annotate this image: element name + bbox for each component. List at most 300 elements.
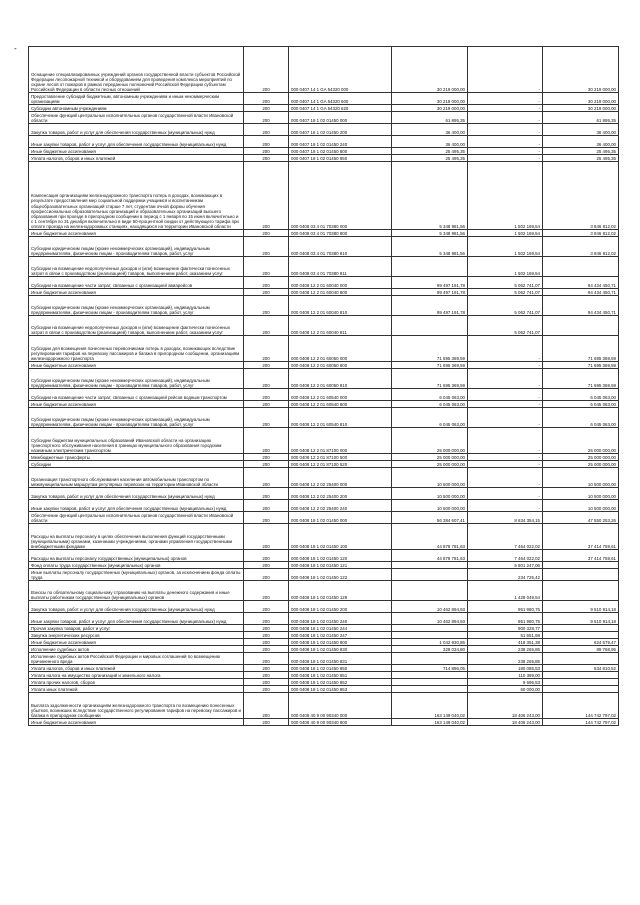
row-unexecuted-cell [543,632,619,639]
table-row [29,277,619,289]
row-code-cell: 200 [244,428,289,454]
row-approved-cell: 10 462 894,93 [392,613,468,625]
row-approved-cell: 163 149 040,02 [392,719,468,726]
row-name-cell: Уплата прочих налогов, сборов [29,679,244,686]
row-kbk-cell: 000 0408 18 1 02 01450 850 [289,665,392,672]
row-approved-cell [392,316,468,336]
row-approved-cell: 714 896,05 [392,665,468,672]
row-executed-cell: 7 464 022,02 [468,550,543,562]
row-approved-cell [392,686,468,693]
row-kbk-cell: 000 0408 03 4 01 70380 800 [289,230,392,237]
row-executed-cell: 5 801 247,06 [468,562,543,569]
table-row [29,693,619,719]
table-row [29,316,619,336]
table-row [29,230,619,237]
row-code-cell: 200 [244,369,289,389]
row-kbk-cell: 000 0408 12 2 01 87100 000 [289,428,392,454]
row-name-cell: Иные бюджетные ассигнования [29,362,244,369]
row-unexecuted-cell [543,569,619,581]
row-name-cell: Уплата налога на имущество организаций и земельного налога [29,672,244,679]
row-kbk-cell: 000 0408 18 1 02 01450 853 [289,686,392,693]
row-approved-cell: 44 878 781,63 [392,550,468,562]
row-approved-cell: 10 500 000,00 [392,468,468,488]
row-unexecuted-cell: 94 434 450,71 [543,277,619,289]
row-code-cell: 200 [244,665,289,672]
row-approved-cell: 25 000 000,00 [392,428,468,454]
table-row [29,148,619,155]
row-name-cell: Прочая закупка товаров, работ и услуг [29,625,244,632]
row-executed-cell: - [468,500,543,512]
row-code-cell: 200 [244,277,289,289]
table-row [29,362,619,369]
row-name-cell: Субсидии на возмещение части затрат, связанных с организацией авиарейсов [29,277,244,289]
row-executed-cell: - [468,155,543,162]
row-name-cell: Иные закупки товаров, работ и услуг для обеспечения государственных (муниципальных) нужд [29,136,244,148]
row-executed-cell: 9 696,53 [468,679,543,686]
row-name-cell: Иные бюджетные ассигнования [29,401,244,408]
row-executed-cell: 5 062 741,07 [468,289,543,296]
row-approved-cell [392,569,468,581]
row-executed-cell: 5 062 741,07 [468,316,543,336]
table-row [29,112,619,124]
row-unexecuted-cell: 30 219 000,00 [543,105,619,112]
table-row [29,581,619,601]
row-unexecuted-cell: 94 434 450,71 [543,296,619,316]
table-row [29,550,619,562]
row-executed-cell: - [468,362,543,369]
row-name-cell: Субсидии юридическим лицам (кроме некоммерческих организаций), индивидуальным предпринимателям, физическим лицам - производителям товаров, работ, услуг [29,296,244,316]
row-kbk-cell: 000 0407 14 1 GA 54320 620 [289,105,392,112]
row-unexecuted-cell: 30 219 000,00 [543,93,619,105]
row-executed-cell: - [468,389,543,401]
row-executed-cell: - [468,468,543,488]
table-row [29,454,619,461]
row-approved-cell [392,653,468,665]
table-row [29,428,619,454]
table-row [29,625,619,632]
row-code-cell: 200 [244,47,289,93]
row-kbk-cell: 000 0408 12 2 01 87100 520 [289,461,392,468]
row-executed-cell: 8 634 354,15 [468,512,543,524]
row-code-cell: 200 [244,454,289,461]
row-kbk-cell: 000 0407 14 1 GA 54320 000 [289,47,392,93]
row-code-cell: 200 [244,693,289,719]
row-name-cell: Субсидии юридическим лицам (кроме некоммерческих организаций), индивидуальным предпринимателям, физическим лицам - производителям товаров, работ, услуг [29,408,244,428]
row-executed-cell: 1 502 169,54 [468,257,543,277]
row-approved-cell: 6 045 063,00 [392,401,468,408]
row-kbk-cell: 000 0408 18 1 02 01450 831 [289,653,392,665]
row-name-cell: Исполнение судебных актов [29,646,244,653]
row-executed-cell: - [468,105,543,112]
row-approved-cell [392,581,468,601]
row-executed-cell: - [468,47,543,93]
row-code-cell: 200 [244,512,289,524]
row-executed-cell: 180 085,53 [468,665,543,672]
row-unexecuted-cell: 25 000 000,00 [543,461,619,468]
row-unexecuted-cell: 25 495,35 [543,155,619,162]
row-executed-cell: - [468,124,543,136]
row-approved-cell: 61 895,35 [392,112,468,124]
row-executed-cell: - [468,488,543,500]
row-name-cell: Субсидии [29,461,244,468]
row-kbk-cell: 000 0408 40 9 00 90340 800 [289,719,392,726]
row-unexecuted-cell [543,581,619,601]
table-row [29,524,619,550]
row-name-cell: Предоставление субсидий бюджетным, автономным учреждениям и иным некоммерческим организациям [29,93,244,105]
table-row [29,686,619,693]
row-approved-cell: 30 219 000,00 [392,93,468,105]
row-kbk-cell: 000 0408 40 9 00 90340 000 [289,693,392,719]
row-name-cell: Оснащение специализированных учреждений органов государственной власти субъектов Российской Федерации лесопожарной техникой и оборудованием для проведения комплекса мероприятий по охране лесов от пожаров в рамках переданных полномочий Российской Федерации субъектам Российской Федерации в области лесных отношений [29,47,244,93]
row-name-cell: Иные бюджетные ассигнования [29,639,244,646]
row-code-cell: 200 [244,646,289,653]
table-row [29,124,619,136]
row-name-cell: Субсидии юридическим лицам (кроме некоммерческих организаций), индивидуальным предпринимателям, физическим лицам - производителям товаров, работ, услуг [29,237,244,257]
row-kbk-cell: 000 0408 03 4 01 70380 810 [289,237,392,257]
row-kbk-cell: 000 0408 12 2 02 25400 240 [289,500,392,512]
row-unexecuted-cell: 25 000 000,00 [543,428,619,454]
row-approved-cell: 163 149 040,02 [392,693,468,719]
row-executed-cell: - [468,428,543,454]
row-unexecuted-cell: 144 742 797,02 [543,693,619,719]
row-code-cell: 200 [244,632,289,639]
row-name-cell: Субсидии автономным учреждениям [29,105,244,112]
row-unexecuted-cell: 71 695 369,59 [543,369,619,389]
row-name-cell: Закупка товаров, работ и услуг для обеспечения государственных (муниципальных) нужд [29,488,244,500]
row-unexecuted-cell [543,672,619,679]
table-row [29,468,619,488]
row-unexecuted-cell: 30 219 000,00 [543,47,619,93]
row-unexecuted-cell: 3 846 812,02 [543,237,619,257]
row-executed-cell: 418 351,38 [468,639,543,646]
row-name-cell: Субсидии на возмещение недополученных доходов и (или) возмещение фактически понесенных затрат в связи с производством (реализацией) товаров, выполнением работ, оказанием услуг [29,316,244,336]
table-row [29,105,619,112]
row-code-cell: 200 [244,500,289,512]
row-kbk-cell: 000 0408 18 1 02 01450 830 [289,646,392,653]
row-code-cell: 200 [244,230,289,237]
row-kbk-cell: 000 0408 18 1 02 01450 800 [289,639,392,646]
row-approved-cell: 71 695 369,59 [392,362,468,369]
row-executed-cell: 51 651,98 [468,632,543,639]
row-kbk-cell: 000 0407 18 1 02 01450 850 [289,155,392,162]
row-approved-cell [392,632,468,639]
table-row [29,289,619,296]
row-approved-cell: 99 497 191,78 [392,289,468,296]
row-unexecuted-cell: 25 000 000,00 [543,454,619,461]
row-code-cell: 200 [244,569,289,581]
row-unexecuted-cell: 25 495,35 [543,148,619,155]
row-code-cell: 200 [244,550,289,562]
row-kbk-cell: 000 0408 18 1 02 01450 122 [289,569,392,581]
row-name-cell: Выплата задолженности организациям железнодорожного транспорта по возмещению понесенных убытков, возникших вследствие государственного регулирования тарифов на перевозку пассажиров и багажа в пригородном сообщении [29,693,244,719]
row-name-cell: Уплата налогов, сборов и иных платежей [29,155,244,162]
row-name-cell: Субсидии бюджетам муниципальных образований Ивановской области на организацию транспортного обслуживания населения в границах муниципального образования городским наземным электрическим транспортом [29,428,244,454]
row-name-cell: Обеспечение функций центральных исполнительных органов государственной власти Ивановской области [29,112,244,124]
table-row [29,639,619,646]
row-executed-cell: 900 328,77 [468,625,543,632]
row-code-cell: 200 [244,468,289,488]
row-unexecuted-cell [543,679,619,686]
row-unexecuted-cell: 37 414 759,61 [543,524,619,550]
table-row [29,162,619,230]
row-unexecuted-cell [543,625,619,632]
row-unexecuted-cell: 10 500 000,00 [543,468,619,488]
row-kbk-cell: 000 0407 18 1 02 01450 200 [289,124,392,136]
row-executed-cell: 1 428 049,54 [468,581,543,601]
row-kbk-cell: 000 0408 12 2 01 87100 500 [289,454,392,461]
row-code-cell: 200 [244,316,289,336]
row-executed-cell: 7 464 022,02 [468,524,543,550]
row-kbk-cell: 000 0408 18 1 02 01450 244 [289,625,392,632]
row-approved-cell: 71 695 369,59 [392,336,468,362]
row-name-cell: Иные бюджетные ассигнования [29,289,244,296]
row-kbk-cell: 000 0408 12 2 01 60040 800 [289,289,392,296]
row-name-cell: Расходы на выплаты персоналу в целях обеспечения выполнения функций государственными (муниципальными) органами, казенными учреждениями, органами управления государственными внебюджетными фондами [29,524,244,550]
row-code-cell: 200 [244,581,289,601]
row-name-cell: Иные закупки товаров, работ и услуг для обеспечения государственных (муниципальных) нужд [29,613,244,625]
row-code-cell: 200 [244,148,289,155]
row-executed-cell: 5 062 741,07 [468,277,543,289]
row-code-cell: 200 [244,162,289,230]
row-name-cell: Организация транспортного обслуживания населения автомобильным транспортом по межмуниципальным маршрутам регулярных перевозок на территории Ивановской области [29,468,244,488]
row-kbk-cell: 000 0408 18 1 02 01450 121 [289,562,392,569]
row-name-cell: Субсидии на возмещение части затрат, связанных с организацией рейсов водным транспортом [29,389,244,401]
row-name-cell: Расходы на выплаты персоналу государственных (муниципальных) органов [29,550,244,562]
row-kbk-cell: 000 0408 12 2 02 25400 200 [289,488,392,500]
budget-table-body [29,47,619,726]
row-code-cell: 200 [244,124,289,136]
row-approved-cell: 30 219 000,00 [392,47,468,93]
row-code-cell: 200 [244,461,289,468]
row-kbk-cell: 000 0407 18 1 02 01450 800 [289,148,392,155]
row-approved-cell: 30 219 000,00 [392,105,468,112]
row-unexecuted-cell: 6 045 063,00 [543,401,619,408]
row-code-cell: 200 [244,653,289,665]
table-row [29,672,619,679]
row-approved-cell: 56 384 607,41 [392,512,468,524]
table-row [29,653,619,665]
row-kbk-cell: 000 0407 18 1 02 01450 000 [289,112,392,124]
row-kbk-cell: 000 0408 18 1 02 01450 129 [289,581,392,601]
row-code-cell: 200 [244,679,289,686]
row-approved-cell: 99 497 191,78 [392,296,468,316]
row-unexecuted-cell: 94 434 450,71 [543,289,619,296]
table-row [29,632,619,639]
row-unexecuted-cell: 624 579,47 [543,639,619,646]
row-code-cell: 200 [244,408,289,428]
row-executed-cell: 110 389,00 [468,672,543,679]
table-row [29,646,619,653]
row-executed-cell: 238 265,85 [468,646,543,653]
row-kbk-cell: 000 0408 18 1 02 01450 240 [289,613,392,625]
row-code-cell: 200 [244,112,289,124]
row-approved-cell: 5 348 981,56 [392,237,468,257]
row-executed-cell: 1 502 169,54 [468,162,543,230]
row-name-cell: Уплата налогов, сборов и иных платежей [29,665,244,672]
table-row [29,719,619,726]
row-executed-cell: 951 980,75 [468,601,543,613]
row-name-cell: Иные бюджетные ассигнования [29,148,244,155]
row-executed-cell: - [468,112,543,124]
row-name-cell: Субсидии для возмещения понесенных перевозчиками потерь в доходах, возникающих вследствие регулирования тарифов на перевозку пассажиров и багажа в пригородном сообщении, организациям железнодорожного транспорта [29,336,244,362]
table-row [29,401,619,408]
row-code-cell: 200 [244,336,289,362]
row-code-cell: 200 [244,237,289,257]
table-row [29,613,619,625]
row-executed-cell: 60 000,00 [468,686,543,693]
row-code-cell: 200 [244,389,289,401]
table-row [29,47,619,93]
row-kbk-cell: 000 0408 12 2 01 60040 000 [289,277,392,289]
row-code-cell: 200 [244,401,289,408]
row-unexecuted-cell: 61 895,35 [543,112,619,124]
row-name-cell: Субсидии юридическим лицам (кроме некоммерческих организаций), индивидуальным предпринимателям, физическим лицам - производителям товаров, работ, услуг [29,369,244,389]
row-approved-cell: 25 000 000,00 [392,454,468,461]
row-executed-cell: 18 406 243,00 [468,719,543,726]
row-unexecuted-cell: 10 500 000,00 [543,488,619,500]
row-approved-cell: 36 400,00 [392,124,468,136]
row-executed-cell: - [468,454,543,461]
row-unexecuted-cell [543,316,619,336]
row-kbk-cell: 000 0407 18 1 02 01450 240 [289,136,392,148]
row-name-cell: Закупка товаров, работ и услуг для обеспечения государственных (муниципальных) нужд [29,124,244,136]
row-unexecuted-cell: 534 810,52 [543,665,619,672]
row-executed-cell: - [468,408,543,428]
row-executed-cell: - [468,93,543,105]
row-unexecuted-cell: 144 742 797,02 [543,719,619,726]
row-unexecuted-cell: 37 414 759,61 [543,550,619,562]
row-approved-cell: 10 462 894,93 [392,601,468,613]
row-code-cell: 200 [244,362,289,369]
row-approved-cell: 25 495,35 [392,148,468,155]
row-unexecuted-cell: 89 768,95 [543,646,619,653]
row-executed-cell: - [468,148,543,155]
row-approved-cell: 36 400,00 [392,136,468,148]
row-unexecuted-cell: 3 846 812,02 [543,162,619,230]
row-code-cell: 200 [244,257,289,277]
row-unexecuted-cell: 36 400,00 [543,136,619,148]
row-executed-cell: 1 502 169,54 [468,230,543,237]
table-row [29,369,619,389]
row-approved-cell: 99 497 191,78 [392,277,468,289]
row-approved-cell [392,625,468,632]
row-unexecuted-cell [543,686,619,693]
row-code-cell: 200 [244,524,289,550]
row-unexecuted-cell: 9 510 914,18 [543,613,619,625]
row-executed-cell: - [468,369,543,389]
row-executed-cell: - [468,336,543,362]
row-kbk-cell: 000 0408 12 2 01 60540 810 [289,408,392,428]
table-row [29,93,619,105]
row-name-cell: Уплата иных платежей [29,686,244,693]
table-row [29,389,619,401]
table-row [29,461,619,468]
row-code-cell: 200 [244,105,289,112]
row-name-cell: Иные выплаты персоналу государственных (муниципальных) органов, за исключением фонда оплаты труда [29,569,244,581]
row-code-cell: 200 [244,625,289,632]
row-name-cell: Компенсация организациям железнодорожного транспорта потерь в доходах, возникающих в результате предоставления мер социальной поддержки учащимся и воспитанникам общеобразовательных организаций старше 7 лет, студентам очной формы обучения профессиональных образовательных организаций и образовательных организаций высшего образования при проезде в пригородном сообщении в период с 1 января по 15 июня включительно и с 1 сентября по 31 декабря включительно в виде 50-процентной скидки от действующего тарифа при оплате проезда на железнодорожных станциях, находящихся на территории Ивановской области [29,162,244,230]
row-kbk-cell: 000 0408 18 1 02 01450 100 [289,524,392,550]
row-kbk-cell: 000 0408 12 2 01 60050 000 [289,336,392,362]
row-name-cell: Исполнение судебных актов Российской Федерации и мировых соглашений по возмещению причиненного вреда [29,653,244,665]
row-kbk-cell: 000 0408 12 2 01 60540 800 [289,401,392,408]
table-row [29,237,619,257]
row-executed-cell: 951 980,75 [468,613,543,625]
budget-table [28,46,619,726]
row-executed-cell: - [468,461,543,468]
row-kbk-cell: 000 0408 03 4 01 70380 811 [289,257,392,277]
row-name-cell: Межбюджетные трансферты [29,454,244,461]
row-kbk-cell: 000 0408 18 1 02 01450 120 [289,550,392,562]
row-name-cell: Фонд оплаты труда государственных (муниципальных) органов [29,562,244,569]
row-code-cell: 200 [244,601,289,613]
row-kbk-cell: 000 0408 18 1 02 01450 000 [289,512,392,524]
row-approved-cell: 1 042 930,85 [392,639,468,646]
row-approved-cell [392,672,468,679]
table-row [29,136,619,148]
row-unexecuted-cell: 3 846 812,02 [543,230,619,237]
table-row [29,512,619,524]
row-kbk-cell: 000 0408 12 2 02 25400 000 [289,468,392,488]
row-code-cell: 200 [244,93,289,105]
row-approved-cell: 5 348 981,56 [392,162,468,230]
row-approved-cell: 328 034,80 [392,646,468,653]
row-approved-cell: 10 500 000,00 [392,488,468,500]
table-row [29,665,619,672]
row-approved-cell [392,257,468,277]
row-executed-cell: - [468,136,543,148]
row-approved-cell: 10 500 000,00 [392,500,468,512]
row-kbk-cell: 000 0408 12 2 01 60050 810 [289,369,392,389]
row-name-cell: Иные бюджетные ассигнования [29,719,244,726]
row-unexecuted-cell [543,257,619,277]
row-unexecuted-cell: 71 695 369,59 [543,336,619,362]
table-row [29,257,619,277]
row-code-cell: 200 [244,672,289,679]
row-code-cell: 200 [244,719,289,726]
row-executed-cell: - [468,401,543,408]
row-approved-cell: 25 495,35 [392,155,468,162]
row-code-cell: 200 [244,155,289,162]
row-name-cell: Субсидии на возмещение недополученных доходов и (или) возмещение фактически понесенных затрат в связи с производством (реализацией) товаров, выполнением работ, оказанием услуг [29,257,244,277]
row-approved-cell [392,562,468,569]
table-row [29,336,619,362]
table-row [29,562,619,569]
row-approved-cell: 25 000 000,00 [392,461,468,468]
row-kbk-cell: 000 0408 03 4 01 70380 000 [289,162,392,230]
row-unexecuted-cell: 71 695 369,59 [543,362,619,369]
row-approved-cell [392,679,468,686]
row-kbk-cell: 000 0408 12 2 01 60040 810 [289,296,392,316]
row-executed-cell: 234 725,42 [468,569,543,581]
table-row [29,500,619,512]
row-approved-cell: 6 045 063,00 [392,408,468,428]
page-mark: - [14,44,17,53]
row-kbk-cell: 000 0408 12 2 01 60540 000 [289,389,392,401]
row-kbk-cell: 000 0408 18 1 02 01450 200 [289,601,392,613]
row-executed-cell: 238 265,85 [468,653,543,665]
table-row [29,488,619,500]
row-unexecuted-cell: 47 550 253,26 [543,512,619,524]
row-unexecuted-cell [543,653,619,665]
row-name-cell: Закупка товаров, работ и услуг для обеспечения государственных (муниципальных) нужд [29,601,244,613]
table-row [29,155,619,162]
row-approved-cell: 5 348 981,56 [392,230,468,237]
row-code-cell: 200 [244,613,289,625]
row-kbk-cell: 000 0408 18 1 02 01450 851 [289,672,392,679]
row-executed-cell: 18 406 243,00 [468,693,543,719]
row-name-cell: Закупка энергетических ресурсов [29,632,244,639]
